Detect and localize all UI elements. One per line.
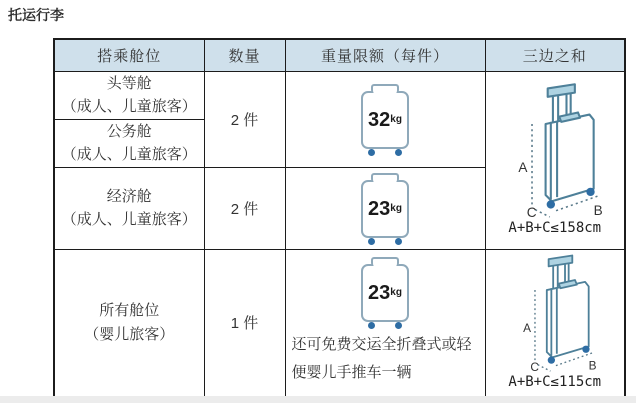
weight-value: 23 bbox=[368, 197, 391, 220]
cell-weight-first-business bbox=[285, 71, 485, 167]
weight-unit: kg bbox=[390, 287, 402, 298]
wheel-icon bbox=[395, 322, 402, 329]
business-class-sublabel: （成人、儿童旅客） bbox=[61, 146, 197, 163]
wheel-icon bbox=[368, 149, 375, 156]
dimension-label-a: A bbox=[518, 160, 528, 176]
first-class-label: 头等舱 bbox=[106, 74, 152, 92]
dimension-label-b: B bbox=[588, 357, 597, 372]
baggage-table bbox=[53, 38, 626, 398]
suitcase-23kg-icon bbox=[361, 180, 409, 238]
cell-first-class bbox=[54, 71, 204, 119]
dimension-formula-infant: A+B+C≤115cm bbox=[508, 373, 602, 390]
page-title: 托运行李 bbox=[8, 7, 64, 23]
dimension-formula-adult-child: A+B+C≤158cm bbox=[508, 220, 602, 236]
dimension-label-c: C bbox=[526, 204, 537, 218]
cell-quantity-economy: 2 件 bbox=[204, 167, 285, 249]
dimension-label-c: C bbox=[530, 359, 539, 372]
all-cabins-sublabel: （婴儿旅客） bbox=[84, 325, 175, 343]
weight-unit: kg bbox=[390, 114, 402, 125]
economy-class-sublabel: （成人、儿童旅客） bbox=[61, 211, 197, 228]
dimension-label-b: B bbox=[593, 202, 603, 218]
suitcase-23kg-icon bbox=[361, 264, 409, 322]
first-class-sublabel: （成人、儿童旅客） bbox=[61, 98, 197, 115]
infant-note-line2: 便婴儿手推车一辆 bbox=[291, 364, 412, 381]
bottom-edge-shadow bbox=[0, 396, 636, 403]
cell-quantity-first-business: 2 件 bbox=[204, 71, 285, 167]
wheel-icon bbox=[395, 238, 402, 245]
suitcase-handle-icon bbox=[371, 173, 399, 182]
cell-quantity-infant: 1 件 bbox=[204, 249, 285, 397]
header-row bbox=[54, 39, 625, 71]
header-dimensions: 三边之和 bbox=[485, 39, 625, 71]
wheel-icon bbox=[368, 322, 375, 329]
weight-value: 32 bbox=[368, 108, 391, 131]
weight-value: 23 bbox=[368, 281, 391, 304]
suitcase-dimensions-icon bbox=[496, 78, 614, 218]
cell-weight-economy bbox=[285, 167, 485, 249]
wheel-icon bbox=[368, 238, 375, 245]
suitcase-handle-icon bbox=[371, 84, 399, 93]
suitcase-handle-icon bbox=[371, 257, 399, 266]
cell-all-cabins bbox=[54, 249, 204, 397]
cell-business-class bbox=[54, 119, 204, 167]
weight-unit: kg bbox=[390, 203, 402, 214]
suitcase-dimensions-icon bbox=[503, 250, 607, 372]
economy-class-label: 经济舱 bbox=[106, 187, 152, 205]
suitcase-32kg-icon bbox=[361, 91, 409, 149]
infant-note-line1: 还可免费交运全折叠式或轻 bbox=[291, 335, 472, 353]
row-all-cabins-infant bbox=[54, 249, 625, 397]
header-quantity: 数量 bbox=[204, 39, 285, 71]
header-weight: 重量限额（每件） bbox=[285, 39, 485, 71]
header-cabin: 搭乘舱位 bbox=[54, 39, 204, 71]
cell-dimensions-infant bbox=[485, 249, 625, 397]
cell-economy-class bbox=[54, 167, 204, 249]
business-class-label: 公务舱 bbox=[106, 122, 152, 140]
dimension-label-a: A bbox=[522, 320, 531, 335]
wheel-icon bbox=[395, 149, 402, 156]
all-cabins-label: 所有舱位 bbox=[99, 302, 160, 320]
cell-weight-infant bbox=[285, 249, 485, 397]
cell-dimensions-adult-child bbox=[485, 71, 625, 249]
row-first-class bbox=[54, 71, 625, 119]
